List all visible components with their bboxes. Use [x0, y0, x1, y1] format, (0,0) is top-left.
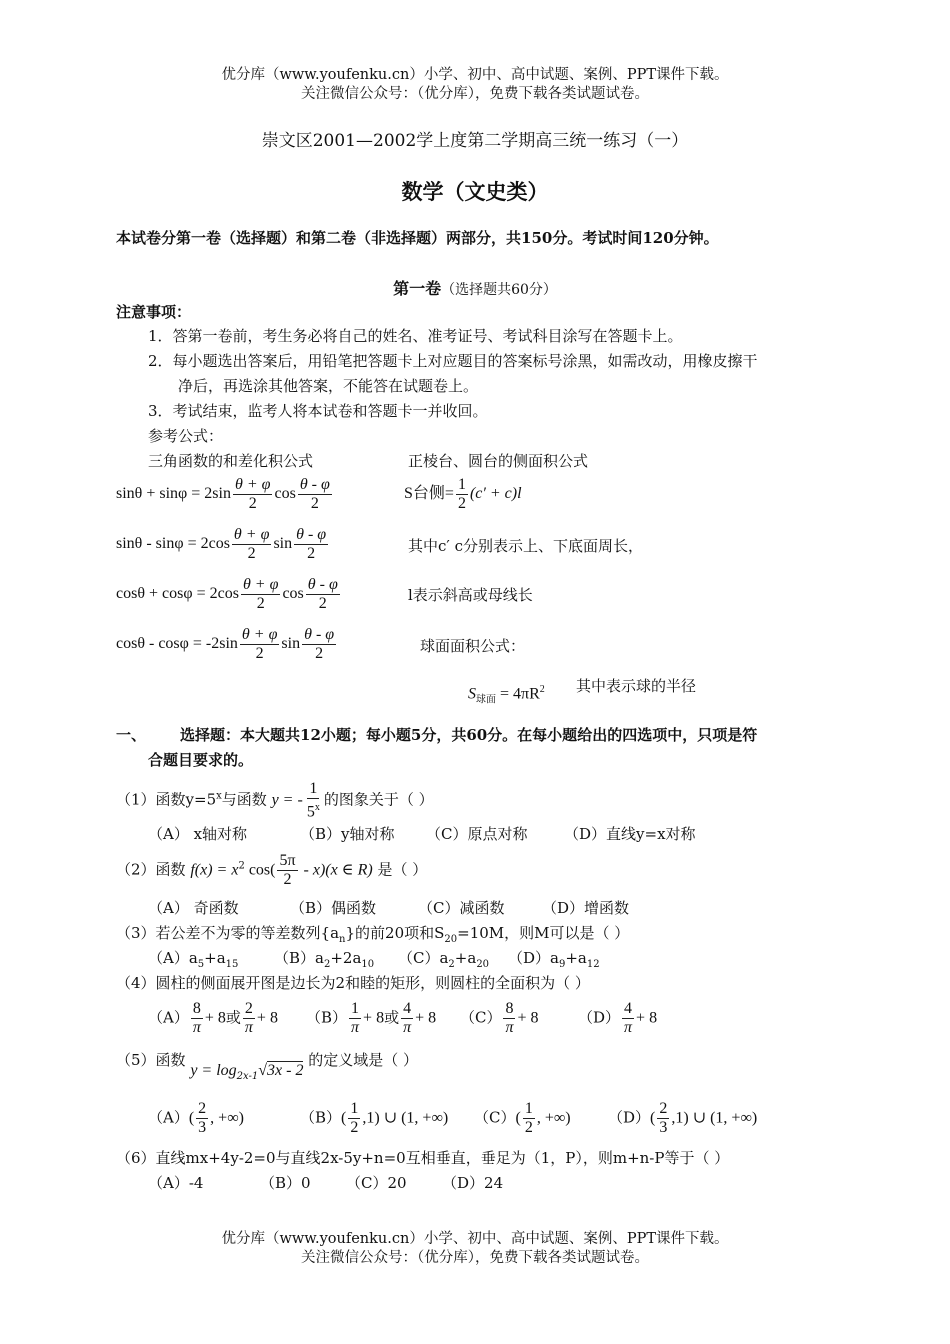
q1-option-a: （A） x轴对称 — [148, 825, 248, 843]
formula-diff-cos: cosθ - cosφ = -2sin $\frac{\theta + \varphi}{2}$ sin $\frac{\theta - \varphi}{2}$ — [116, 626, 335, 662]
formula-diff-sin: sinθ - sinφ = 2cos $\frac{\theta + \varphi}{2}$ sin $\frac{\theta - \varphi}{2}$ — [116, 526, 327, 562]
q1-option-b: （B）y轴对称 — [300, 825, 395, 843]
section-text: 选择题：本大题共12小题；每小题5分，共60分。在每小题给出的四选项中，只项是符 — [180, 726, 758, 744]
header-line-1: 优分库（www.youfenku.cn）小学、初中、高中试题、案例、PPT课件下载。 — [221, 67, 729, 83]
q1-option-d: （D）直线y=x对称 — [564, 825, 696, 843]
volume-heading — [0, 276, 950, 299]
subject-title: 数学（文史类） — [401, 179, 549, 204]
q4-option-a: （A） $\frac{8}{\pi}$ + 8或 $\frac{2}{\pi}$ + 8 — [148, 1000, 278, 1036]
intro-text: 本试卷分第一卷（选择题）和第二卷（非选择题）两部分，共150分。考试时间120分钟。 — [116, 229, 719, 247]
question-6-stem: （6）直线mx+4y-2=0与直线2x-5y+n=0互相垂直，垂足为（1，P），则m+n-P等于（ ） — [116, 1149, 730, 1167]
ref-right-title: 正棱台、圆台的侧面积公式 — [408, 452, 589, 470]
q6-option-d: （D）24 — [442, 1174, 504, 1192]
note-2-cont: 净后，再选涂其他答案，不能答在试题卷上。 — [178, 377, 479, 395]
q6-option-b: （B）0 — [260, 1174, 311, 1192]
q4-option-b: （B） $\frac{1}{\pi}$ + 8或 $\frac{4}{\pi}$ + 8 — [306, 1000, 437, 1036]
q5-option-d: （D）( $\frac{2}{3}$ ,1) ∪ (1, +∞) — [608, 1100, 758, 1136]
q1-option-c: （C）原点对称 — [426, 825, 528, 843]
note-2: 2．每小题选出答案后，用铅笔把答题卡上对应题目的答案标号涂黑，如需改动，用橡皮擦干 — [148, 352, 758, 370]
q5-option-a: （A）( $\frac{2}{3}$ , +∞) — [148, 1100, 244, 1136]
q3-option-a: $(A)a_5+a_{15}$ — [148, 949, 239, 970]
notes-title: 注意事项： — [116, 303, 192, 321]
note-1: 1．答第一卷前，考生务必将自己的姓名、准考证号、考试科目涂写在答题卡上。 — [148, 327, 683, 345]
footer-line-2: 关注微信公众号：（优分库），免费下载各类试题试卷。 — [301, 1250, 649, 1266]
header-line-2: 关注微信公众号：（优分库），免费下载各类试题试卷。 — [301, 86, 649, 102]
ref-left-title: 三角函数的和差化积公式 — [148, 452, 314, 470]
q2-option-b: （B）偶函数 — [290, 899, 377, 917]
note-3: 3．考试结束，监考人将本试卷和答题卡一并收回。 — [148, 402, 488, 420]
q6-option-a: （A）-4 — [148, 1174, 204, 1192]
q4-option-d: （D） $\frac{4}{\pi}$ + 8 — [578, 1000, 658, 1036]
q2-option-c: （C）减函数 — [418, 899, 505, 917]
q5-option-b: （B）( $\frac{1}{2}$ ,1) ∪ (1, +∞) — [300, 1100, 449, 1136]
sphere-title: 球面面积公式： — [420, 637, 526, 655]
question-4-stem: （4）圆柱的侧面展开图是边长为2和睦的矩形，则圆柱的全面积为（ ） — [116, 974, 590, 992]
q2-option-a: （A） 奇函数 — [148, 899, 239, 917]
where-c-note: 其中c′ c分别表示上、下底面周长， — [408, 537, 643, 555]
q3-option-d: $(D)a_9+a_{12}$ — [508, 949, 600, 970]
footer-line-1: 优分库（www.youfenku.cn）小学、初中、高中试题、案例、PPT课件下载。 — [221, 1231, 729, 1247]
q5-option-c: （C）( $\frac{1}{2}$ , +∞) — [474, 1100, 571, 1136]
q3-option-c: $(C)a_2+a_{20}$ — [398, 949, 490, 970]
question-2-stem: （2）函数 $f(x) = x^2$ cos( $\frac{5\pi}{2}$ - x)(x ∈ R) 是（ ） — [116, 852, 428, 888]
formula-sum-sin: sinθ + sinφ = 2sin $\frac{\theta + \varphi}{2}$ cos $\frac{\theta - \varphi}{2}$ — [116, 476, 330, 512]
ref-title: 参考公式： — [148, 427, 224, 445]
sphere-formula: $S_{球面} = 4\pi R^2$ — [468, 684, 545, 706]
q4-option-c: （C） $\frac{8}{\pi}$ + 8 — [460, 1000, 539, 1036]
exam-title: 崇文区2001—2002学上度第二学期高三统一练习（一） — [261, 131, 689, 151]
q2-option-d: （D）增函数 — [542, 899, 630, 917]
formula-sum-cos: cosθ + cosφ = 2cos $\frac{\theta + \varphi}{2}$ cos $\frac{\theta - \varphi}{2}$ — [116, 576, 338, 612]
sphere-note: 其中表示球的半径 — [576, 677, 697, 695]
question-3-stem: （3）若公差不为零的等差数列$\{a_n\}$的前20项和$S_{20}=10M$，则M可以是（ ） — [116, 924, 630, 945]
section-text-cont: 合题目要求的。 — [148, 751, 254, 769]
volume-title: 第一卷 — [393, 279, 442, 298]
question-1-stem: （1）函数$y=5^x$与函数 y = - $\frac{1}{5^x}$ 的图象关于（ ） — [116, 780, 434, 821]
l-note: l表示斜高或母线长 — [408, 586, 533, 604]
q6-option-c: （C）20 — [346, 1174, 407, 1192]
section-label: 一、 — [116, 726, 147, 744]
formula-frustum-area: S台侧= $\frac{1}{2}$ (c′ + c)l — [404, 476, 522, 512]
q3-option-b: $(B)a_2+2a_{10}$ — [274, 949, 375, 970]
question-5-stem: （5）函数 $y = \log_{2x-1}√3x - 2$ 的定义域是（ ） — [116, 1051, 419, 1082]
volume-note: （选择题共60分） — [441, 282, 557, 298]
